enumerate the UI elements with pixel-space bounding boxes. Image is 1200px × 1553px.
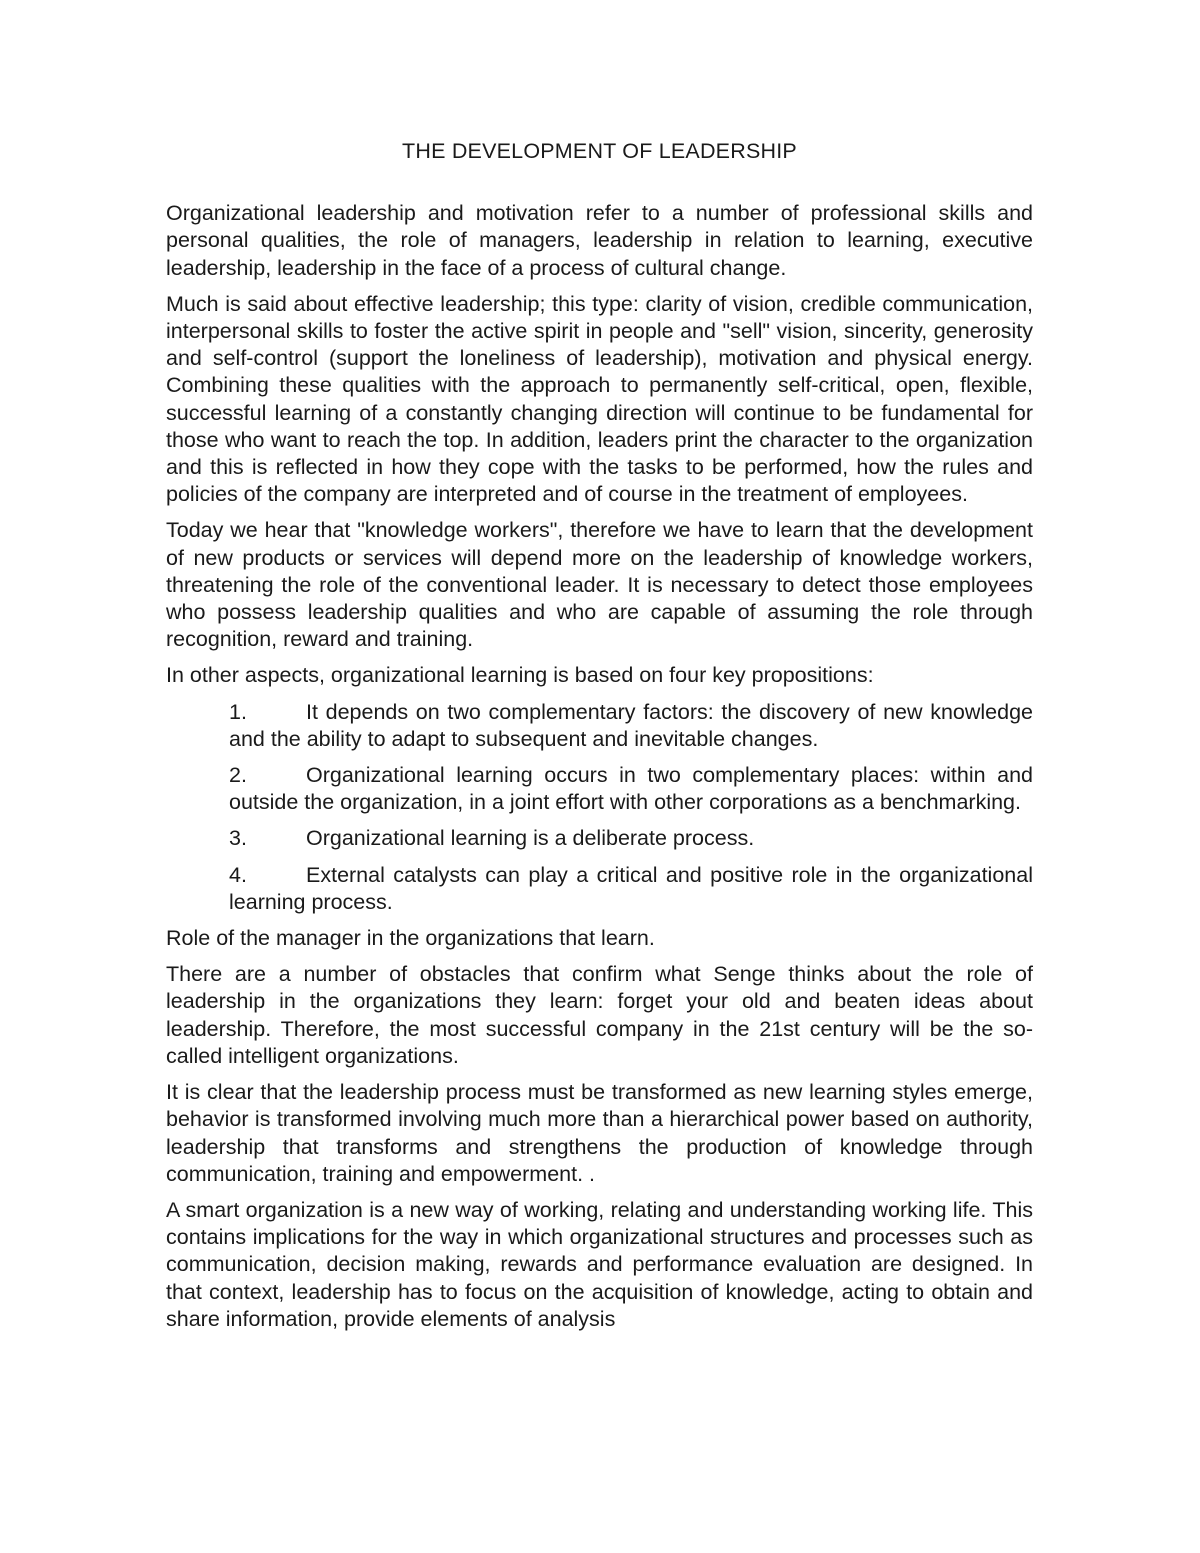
paragraph-smart-organization: A smart organization is a new way of working, relating and understanding working life. This contains implications for the way in which organizational structures and processes such as communication, decision making, rewards and performance evaluation are designed. In that context, leadership has to focus on the acquisition of knowledge, acting to obtain and share information, provide elements of analysis	[166, 1197, 1033, 1331]
list-item-number: 4.	[229, 862, 247, 887]
document-title: THE DEVELOPMENT OF LEADERSHIP	[402, 139, 797, 163]
paragraph-manager-role-heading: Role of the manager in the organizations that learn.	[166, 926, 655, 951]
list-item-text: Organizational learning is a deliberate process.	[306, 826, 755, 851]
propositions-list	[166, 699, 1033, 916]
document-body	[166, 138, 1033, 1342]
list-item-number: 3.	[229, 826, 247, 851]
list-item-number: 1.	[229, 699, 247, 724]
paragraph-effective-leadership: Much is said about effective leadership; this type: clarity of vision, credible communication, interpersonal skills to foster the active spirit in people and "sell" vision, sincerity, generosity and self-control (support the loneliness of leadership), motivation and physical energy. Combining these qualities with the approach to permanently self-critical, open, flexible, successful learning of a constantly changing direction will continue to be fundamental for those who want to reach the top. In addition, leaders print the character to the organization and this is reflected in how they cope with the tasks to be performed, how the rules and policies of the company are interpreted and of course in the treatment of employees.	[166, 291, 1033, 507]
list-item-number: 2.	[229, 763, 247, 788]
paragraph-leadership-process: It is clear that the leadership process must be transformed as new learning styles emerge, behavior is transformed involving much more than a hierarchical power based on authority, leadership that transforms and strengthens the production of knowledge through communication, training and empowerment. .	[166, 1080, 1033, 1186]
paragraph-senge-obstacles: There are a number of obstacles that confirm what Senge thinks about the role of leadership in the organizations they learn: forget your old and beaten ideas about leadership. Therefore, the most successful company in the 21st century will be the so-called intelligent organizations.	[166, 962, 1033, 1068]
list-item	[229, 762, 1033, 816]
paragraph-knowledge-workers: Today we hear that "knowledge workers", therefore we have to learn that the development of new products or services will depend more on the leadership of knowledge workers, threatening the role of the conventional leader. It is necessary to detect those employees who possess leadership qualities and who are capable of assuming the role through recognition, reward and training.	[166, 518, 1033, 652]
list-item-text: It depends on two complementary factors: the discovery of new knowledge and the ability to adapt to subsequent and inevitable changes.	[229, 699, 1033, 751]
list-item	[229, 862, 1033, 916]
list-item-text: Organizational learning occurs in two complementary places: within and outside the organization, in a joint effort with other corporations as a benchmarking.	[229, 763, 1033, 815]
list-item-text: External catalysts can play a critical and positive role in the organizational learning process.	[229, 862, 1033, 914]
list-item	[229, 825, 1033, 852]
paragraph-intro: Organizational leadership and motivation refer to a number of professional skills and personal qualities, the role of managers, leadership in relation to learning, executive leadership, leadership in the face of a process of cultural change.	[166, 201, 1033, 280]
list-item	[229, 699, 1033, 753]
paragraph-list-intro: In other aspects, organizational learning is based on four key propositions:	[166, 663, 874, 688]
